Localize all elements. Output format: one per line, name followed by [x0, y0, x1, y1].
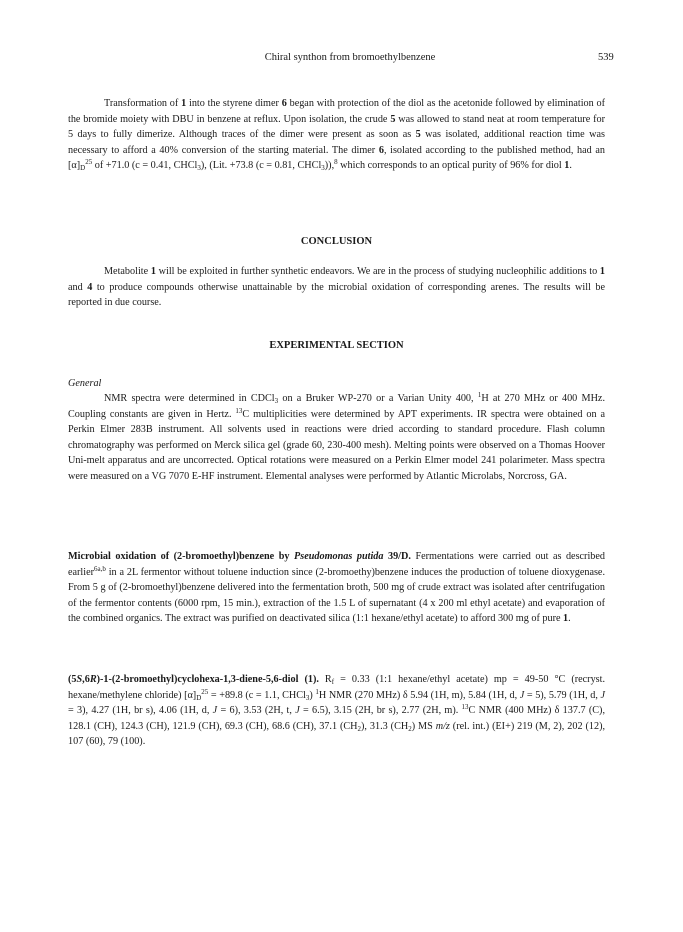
- paragraph-compound-data: (5S,6R)-1-(2-bromoethyl)cyclohexa-1,3-diene-5,6-diol (1). $R_f = 0.33$ (1:1 hexane/ethyl acetate) mp = 49-50 °C (recryst. hexane/methylene chloride) $[\alpha]_D^{25} = +89.8$ (c = 1.1, CHCl$_3$) $^1$H NMR (270 MHz) δ 5.94 (1H, m), 5.84 (1H, d, J = 5), 5.79 (1H, d, J = 3), 4.27 (1H, br s), 4.06 (1H, d, J = 6), 3.53 (2H, t, J = 6.5), 3.15 (2H, br s), 2.77 (2H, m). $^{13}$C NMR (400 MHz) δ 137.7 (C), 128.1 (CH), 124.3 (CH), 121.9 (CH), 69.3 (CH), 68.6 (CH), 37.1 $(CH_2)$, 31.3 $(CH_2)$ MS m/z (rel. int.) (EI+) 219 (M, 2), 202 (12), 107 (60), 79 (100).: [68, 674, 606, 748]
- paragraph-dimer-transformation: Transformation of 1 into the styrene dimer 6 began with protection of the diol as the acetonide followed by elimination of the bromide moiety with DBU in benzene at reflux. Upon isolation, the crude 5 was allowed to stand neat at room temperature for 5 days to fully dimerize. Although traces of the dimer were present as soon as 5 was isolated, additional reaction time was necessary to afford a 40% conversion of the starting material. The dimer 6, isolated according to the published method, had an $[\alpha]_D^{25}$ of +71.0 (c = 0.41, CHCl$_3$), (Lit. +73.8 (c = 0.81, CHCl$_3$)),$^8$ which corresponds to an optical purity of 96% for diol 1.: [68, 98, 606, 173]
- conclusion-heading: CONCLUSION: [300, 236, 373, 247]
- paragraph-conclusion: Metabolite 1 will be exploited in further synthetic endeavors. We are in the process of studying nucleophilic additions to 1 and 4 to produce compounds otherwise unattainable by the microbial oxidation of corresponding arenes. The results will be reported in due course.: [68, 266, 605, 309]
- experimental-heading: EXPERIMENTAL SECTION: [269, 340, 404, 351]
- general-subheading: General: [68, 378, 102, 389]
- paragraph-microbial-oxidation: Microbial oxidation of (2-bromoethyl)benzene by Pseudomonas putida 39/D. Fermentations were carried out as described earlier$^{6a,b}$ in a 2L fermentor without toluene induction since (2-bromoethy)benzene induces the production of toluene dioxygenase. From 5 g of (2-bromoethyl)benzene delivered into the fermentation broth, 500 mg of crude extract was isolated after centrifugation of the fermentor contents (6000 rpm, 15 min.), extraction of the 1.5 L of supernatant (4 x 200 ml ethyl acetate) and evaporation of the combined organics. The extract was purified on deactivated silica (1:1 hexane/ethyl acetate) to afford 300 mg of pure 1.: [68, 551, 605, 625]
- microbial-title: Microbial oxidation of (2-bromoethyl)benzene by Pseudomonas putida 39/D.: [68, 551, 411, 562]
- paragraph-general-methods: NMR spectra were determined in CDCl$_3$ on a Bruker WP-270 or a Varian Unity 400, $^1$H at 270 MHz or 400 MHz. Coupling constants are given in Hertz. $^{13}$C multiplicities were determined by APT experiments. IR spectra were obtained on a Perkin Elmer 283B instrument. All solvents used in reactions were dried according to standard procedure. Flash column chromatography was performed on Merck silica gel (grade 60, 230-400 mesh). Melting points were observed on a Thomas Hoover Uni-melt apparatus and are uncorrected. Optical rotations were measured on a Perkin Elmer model 241 polarimeter. Mass spectra were measured on a VG 7070 E-HF instrument. Elemental analyses were performed by Atlantic Microlabs, Norcross, GA.: [68, 391, 605, 482]
- compound-title: (5S,6R)-1-(2-bromoethyl)cyclohexa-1,3-diene-5,6-diol (1).: [68, 674, 319, 685]
- running-title: Chiral synthon from bromoethylbenzene: [264, 52, 436, 63]
- page-number: 539: [598, 52, 614, 63]
